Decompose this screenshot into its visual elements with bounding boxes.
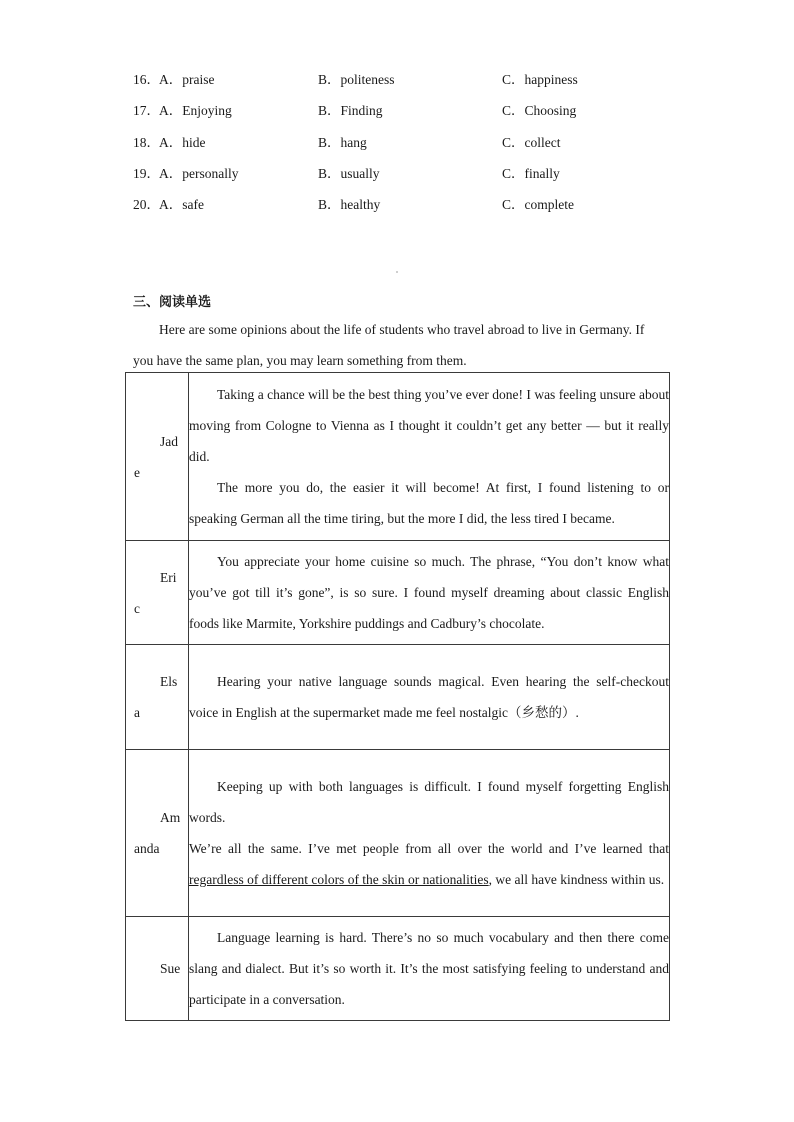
- question-number: 17．: [133, 103, 160, 119]
- option-row-17: [133, 97, 693, 128]
- option-c: C．collect: [502, 134, 561, 150]
- option-row-18: [133, 129, 693, 160]
- opinion-paragraph: You appreciate your home cuisine so much. The phrase, “You don’t know what you’ve got till it’s gone”, is so sure. I found myself dreaming about classic English foods like Marmite, Yorkshire puddings and Cadbury’s chocolate.: [189, 554, 669, 631]
- name-cell: [126, 645, 189, 750]
- name-cell: [126, 750, 189, 917]
- student-name: Eric: [134, 569, 177, 616]
- name-cell: [126, 541, 189, 645]
- name-cell: [126, 373, 189, 541]
- option-c: C．happiness: [502, 72, 578, 87]
- opinion-paragraph: Hearing your native language sounds magical. Even hearing the self-checkout voice in English at the supermarket made me feel nostalgic（乡愁的）.: [189, 674, 669, 720]
- question-number: 20．: [133, 197, 160, 213]
- option-c: C．finally: [502, 165, 560, 181]
- table-row: [126, 541, 670, 645]
- opinion-cell: [189, 750, 670, 917]
- question-number: 16．: [133, 72, 160, 87]
- table-row: [126, 750, 670, 917]
- opinion-cell: [189, 917, 670, 1021]
- option-a: A．Enjoying: [159, 103, 232, 119]
- option-row-19: [133, 160, 693, 191]
- option-a: A．hide: [159, 134, 206, 150]
- option-row-20: [133, 191, 693, 222]
- opinion-cell: [189, 645, 670, 750]
- section-intro: Here are some opinions about the life of students who travel abroad to live in Germany. If you have the same plan, you may learn something from them.: [133, 322, 645, 368]
- student-name: Amanda: [134, 810, 181, 856]
- opinion-paragraph: Taking a chance will be the best thing you’ve ever done! I was feeling unsure about moving from Cologne to Vienna as I thought it couldn’t get any better — but it really did.: [189, 387, 669, 464]
- option-a: A．safe: [159, 197, 204, 213]
- option-b: B．healthy: [318, 197, 381, 213]
- option-c: C．complete: [502, 197, 574, 213]
- table-row: [126, 917, 670, 1021]
- option-b: B．usually: [318, 165, 380, 181]
- option-a: A．personally: [159, 165, 239, 181]
- opinion-paragraph: Language learning is hard. There’s no so much vocabulary and then there come slang and dialect. But it’s so worth it. It’s the most satisfying feeling to understand and participate in a conversation.: [189, 930, 669, 1007]
- option-row-16: [133, 66, 693, 97]
- student-name: Sue: [160, 961, 181, 976]
- opinion-paragraph: [189, 833, 669, 895]
- student-name: Jade: [134, 433, 178, 480]
- opinions-table: [125, 372, 670, 1021]
- name-cell: [126, 917, 189, 1021]
- option-b: B．politeness: [318, 72, 395, 87]
- opinion-cell: [189, 373, 670, 541]
- opinion-text: We’re all the same. I’ve met people from all over the world and I’ve learned that: [189, 841, 669, 856]
- section-title: 三、阅读单选: [133, 295, 212, 310]
- option-b: B．hang: [318, 134, 367, 150]
- underlined-phrase: regardless of different colors of the skin or nationalities: [189, 872, 489, 887]
- student-name: Elsa: [134, 674, 178, 720]
- scan-dot: [396, 271, 398, 273]
- option-b: B．Finding: [318, 103, 383, 119]
- question-number: 19．: [133, 165, 160, 181]
- table-row: [126, 645, 670, 750]
- table-row: [126, 373, 670, 541]
- question-number: 18．: [133, 134, 160, 150]
- opinion-paragraph: The more you do, the easier it will become! At first, I found listening to or speaking German all the time tiring, but the more I did, the less tired I became.: [189, 480, 669, 526]
- opinion-text: , we all have kindness within us.: [488, 872, 665, 887]
- opinion-paragraph: Keeping up with both languages is difficult. I found myself forgetting English words.: [189, 779, 669, 825]
- option-a: A．praise: [159, 72, 215, 87]
- opinion-cell: [189, 541, 670, 645]
- answer-options: [133, 66, 693, 222]
- option-c: C．Choosing: [502, 103, 577, 119]
